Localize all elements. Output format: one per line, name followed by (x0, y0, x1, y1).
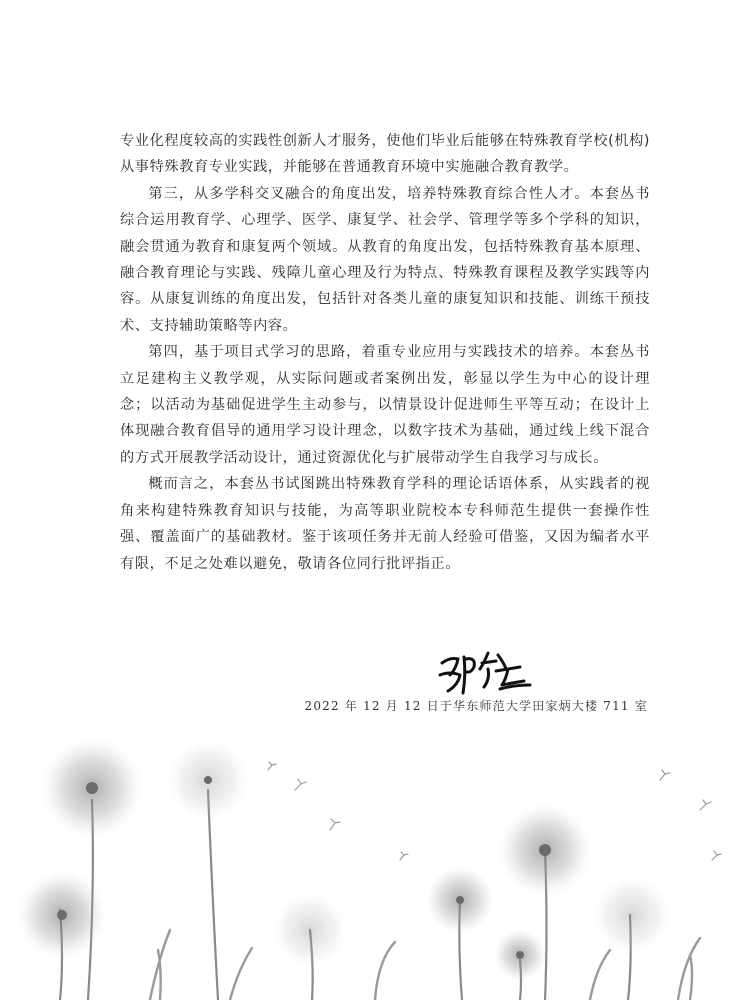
dandelion-illustration-icon (0, 710, 750, 1000)
preface-body (120, 128, 650, 577)
paragraph-fourth-point: 第四，基于项目式学习的思路，着重专业应用与实践技术的培养。本套丛书立足建构主义教学观，从实际问题或者案例出发，彰显以学生为中心的设计理念；以活动为基础促进学生主动参与，以情景设计促进师生平等互动；在设计上体现融合教育倡导的通用学习设计理念，以数字技术为基础，通过线上线下混合的方式开展教学活动设计，通过资源优化与扩展带动学生自我学习与成长。 (120, 344, 650, 466)
date-location-line: 2022 年 12 月 12 日于华东师范大学田家炳大楼 711 室 (304, 699, 648, 713)
paragraph-continued: 专业化程度较高的实践性创新人才服务，使他们毕业后能够在特殊教育学校(机构)从事特殊教育专业实践，并能够在普通教育环境中实施融合教育教学。 (120, 133, 650, 176)
handwritten-signature (436, 645, 536, 697)
paragraph-conclusion: 概而言之，本套丛书试图跳出特殊教育学科的理论话语体系，从实践者的视角来构建特殊教育知识与技能，为高等职业院校本专科师范生提供一套操作性强、覆盖面广的基础教材。鉴于该项任务并无前人经验可借鉴，又因为编者水平有限，不足之处难以避免，敬请各位同行批评指正。 (120, 476, 650, 572)
paragraph-third-point: 第三，从多学科交叉融合的角度出发，培养特殊教育综合性人才。本套丛书综合运用教育学、心理学、医学、康复学、社会学、管理学等多个学科的知识，融会贯通为教育和康复两个领域。从教育的角度出发，包括特殊教育基本原理、融合教育理论与实践、残障儿童心理及行为特点、特殊教育课程及教学实践等内容。从康复训练的角度出发，包括针对各类儿童的康复知识和技能、训练干预技术、支持辅助策略等内容。 (120, 185, 650, 334)
